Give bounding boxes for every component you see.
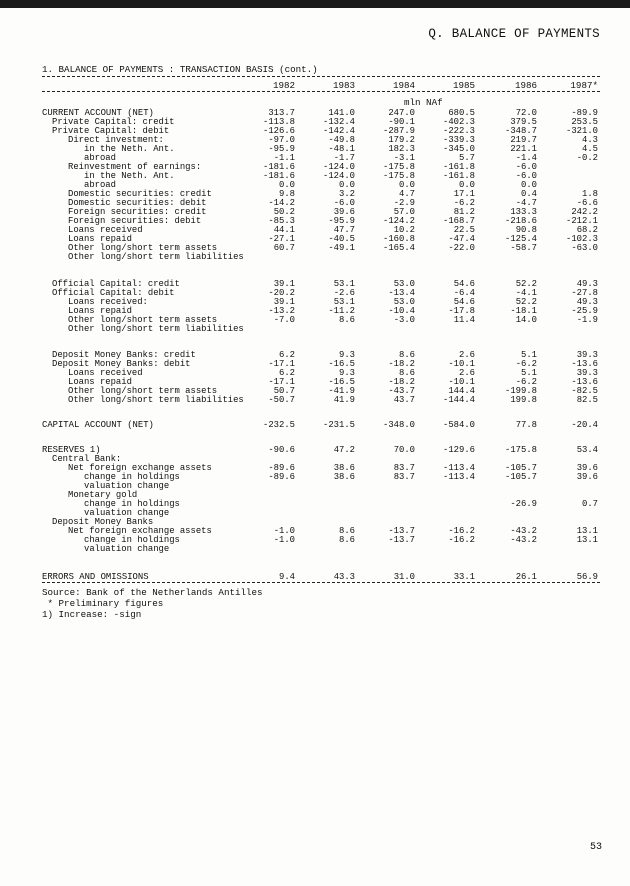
row-label: Reinvestment of earnings: — [68, 162, 202, 172]
cell-1982: -85.3 — [268, 216, 295, 226]
cell-1983: 43.3 — [333, 572, 355, 582]
row-label: Loans repaid — [68, 306, 132, 316]
cell-1986: -58.7 — [510, 243, 537, 253]
top-rule — [42, 76, 600, 77]
cell-1985: 680.5 — [448, 108, 475, 118]
row-label: Loans received: — [68, 297, 148, 307]
cell-1982: -17.1 — [268, 377, 295, 387]
cell-1986: -125.4 — [505, 234, 537, 244]
cell-1985: -22.0 — [448, 243, 475, 253]
cell-1982: 0.0 — [279, 180, 295, 190]
cell-1984: -2.9 — [393, 198, 415, 208]
unit-label: mln NAf — [404, 97, 443, 108]
cell-1987: -0.2 — [576, 153, 598, 163]
cell-1982: -181.6 — [263, 162, 295, 172]
cell-1985: -345.0 — [443, 144, 475, 154]
cell-1982: -232.5 — [263, 420, 295, 430]
row-label: Direct investment: — [68, 135, 164, 145]
cell-1986: 5.1 — [521, 368, 537, 378]
cell-1985: 2.6 — [459, 368, 475, 378]
cell-1984: -175.8 — [383, 171, 415, 181]
cell-1984: -13.4 — [388, 288, 415, 298]
cell-1982: -1.0 — [273, 535, 295, 545]
cell-1983: 8.6 — [339, 315, 355, 325]
cell-1987: -20.4 — [571, 420, 598, 430]
cell-1986: 90.8 — [515, 225, 537, 235]
cell-1984: -18.2 — [388, 377, 415, 387]
cell-1985: -222.3 — [443, 126, 475, 136]
cell-1986: 52.2 — [515, 297, 537, 307]
cell-1983: -16.5 — [328, 377, 355, 387]
cell-1986: 221.1 — [510, 144, 537, 154]
cell-1986: -105.7 — [505, 472, 537, 482]
cell-1982: -113.8 — [263, 117, 295, 127]
cell-1985: -129.6 — [443, 445, 475, 455]
cell-1987: -89.9 — [571, 108, 598, 118]
cell-1983: 141.0 — [328, 108, 355, 118]
cell-1983: 9.3 — [339, 350, 355, 360]
cell-1983: 9.3 — [339, 368, 355, 378]
row-label: valuation change — [84, 508, 170, 518]
row-label: Deposit Money Banks — [52, 517, 154, 527]
row-label: Official Capital: debit — [52, 288, 175, 298]
cell-1984: -160.8 — [383, 234, 415, 244]
row-label: Foreign securities: debit — [68, 216, 202, 226]
row-label: change in holdings — [84, 535, 180, 545]
cell-1982: -90.6 — [268, 445, 295, 455]
row-label: Loans received — [68, 368, 143, 378]
cell-1986: -199.8 — [505, 386, 537, 396]
row-label: Other long/short term liabilities — [68, 395, 244, 405]
cell-1982: 44.1 — [273, 225, 295, 235]
cell-1985: -168.7 — [443, 216, 475, 226]
row-label: Foreign securities: credit — [68, 207, 207, 217]
cell-1986: -218.6 — [505, 216, 537, 226]
cell-1984: -10.4 — [388, 306, 415, 316]
cell-1983: 38.6 — [333, 463, 355, 473]
cell-1982: 9.4 — [279, 572, 295, 582]
cell-1982: -89.6 — [268, 463, 295, 473]
cell-1987: -13.6 — [571, 359, 598, 369]
row-label: Other long/short term assets — [68, 315, 218, 325]
cell-1987: 4.5 — [582, 144, 598, 154]
table-row — [0, 252, 630, 262]
year-1984: 1984 — [392, 80, 415, 91]
cell-1984: 182.3 — [388, 144, 415, 154]
cell-1985: 54.6 — [453, 297, 475, 307]
cell-1984: 83.7 — [393, 463, 415, 473]
row-label: Other long/short term liabilities — [68, 252, 244, 262]
cell-1985: -6.2 — [453, 198, 475, 208]
bottom-rule — [42, 582, 600, 583]
cell-1987: 0.7 — [582, 499, 598, 509]
cell-1982: 313.7 — [268, 108, 295, 118]
section-title: Q. BALANCE OF PAYMENTS — [428, 27, 600, 41]
cell-1984: 8.6 — [399, 350, 415, 360]
cell-1983: 38.6 — [333, 472, 355, 482]
cell-1987: 49.3 — [576, 297, 598, 307]
cell-1987: 13.1 — [576, 535, 598, 545]
cell-1983: 8.6 — [339, 535, 355, 545]
cell-1985: 11.4 — [453, 315, 475, 325]
row-label: Central Bank: — [52, 454, 122, 464]
row-label: Monetary gold — [68, 490, 138, 500]
cell-1986: 72.0 — [515, 108, 537, 118]
cell-1982: -13.2 — [268, 306, 295, 316]
cell-1983: 53.1 — [333, 297, 355, 307]
cell-1982: 39.1 — [273, 279, 295, 289]
row-label: Other long/short term assets — [68, 386, 218, 396]
cell-1983: -48.1 — [328, 144, 355, 154]
row-label: Deposit Money Banks: debit — [52, 359, 191, 369]
cell-1986: -6.2 — [515, 359, 537, 369]
cell-1985: 33.1 — [453, 572, 475, 582]
cell-1982: -14.2 — [268, 198, 295, 208]
cell-1984: -3.1 — [393, 153, 415, 163]
row-label: CAPITAL ACCOUNT (NET) — [42, 420, 154, 430]
cell-1983: 8.6 — [339, 526, 355, 536]
cell-1985: 81.2 — [453, 207, 475, 217]
cell-1983: -231.5 — [323, 420, 355, 430]
row-label: Other long/short term assets — [68, 243, 218, 253]
cell-1984: 53.0 — [393, 279, 415, 289]
cell-1984: 4.7 — [399, 189, 415, 199]
row-label: Domestic securities: debit — [68, 198, 207, 208]
cell-1985: -16.2 — [448, 535, 475, 545]
table-row — [0, 572, 630, 582]
row-label: RESERVES 1) — [42, 445, 101, 455]
cell-1983: -6.0 — [333, 198, 355, 208]
cell-1985: 17.1 — [453, 189, 475, 199]
cell-1984: -348.0 — [383, 420, 415, 430]
cell-1982: -126.6 — [263, 126, 295, 136]
cell-1987: 82.5 — [576, 395, 598, 405]
row-label: Loans received — [68, 225, 143, 235]
cell-1985: -161.8 — [443, 171, 475, 181]
cell-1985: -17.8 — [448, 306, 475, 316]
cell-1983: 41.9 — [333, 395, 355, 405]
year-1987: 1987* — [570, 80, 598, 91]
cell-1983: -1.7 — [333, 153, 355, 163]
table-row — [0, 420, 630, 430]
cell-1985: -10.1 — [448, 359, 475, 369]
page-number: 53 — [590, 842, 603, 853]
cell-1982: 6.2 — [279, 350, 295, 360]
cell-1986: 379.5 — [510, 117, 537, 127]
cell-1984: 179.2 — [388, 135, 415, 145]
cell-1984: 10.2 — [393, 225, 415, 235]
cell-1986: -18.1 — [510, 306, 537, 316]
cell-1986: 199.8 — [510, 395, 537, 405]
year-1983: 1983 — [332, 80, 355, 91]
cell-1986: 133.3 — [510, 207, 537, 217]
cell-1987: 49.3 — [576, 279, 598, 289]
cell-1986: -4.7 — [515, 198, 537, 208]
row-label: Domestic securities: credit — [68, 189, 212, 199]
row-label: Deposit Money Banks: credit — [52, 350, 196, 360]
cell-1983: -124.0 — [323, 162, 355, 172]
cell-1983: -49.8 — [328, 135, 355, 145]
cell-1982: -181.6 — [263, 171, 295, 181]
cell-1982: 39.1 — [273, 297, 295, 307]
scan-top-edge — [0, 0, 630, 8]
cell-1984: 247.0 — [388, 108, 415, 118]
cell-1982: 50.2 — [273, 207, 295, 217]
cell-1983: -40.5 — [328, 234, 355, 244]
cell-1986: -6.0 — [515, 162, 537, 172]
header-rule — [42, 91, 600, 92]
row-label: valuation change — [84, 544, 170, 554]
cell-1982: 60.7 — [273, 243, 295, 253]
cell-1985: -161.8 — [443, 162, 475, 172]
cell-1982: -95.9 — [268, 144, 295, 154]
cell-1984: -124.2 — [383, 216, 415, 226]
cell-1987: 56.9 — [576, 572, 598, 582]
cell-1985: -402.3 — [443, 117, 475, 127]
cell-1986: 0.0 — [521, 180, 537, 190]
year-1985: 1985 — [452, 80, 475, 91]
cell-1986: -4.1 — [515, 288, 537, 298]
cell-1987: -212.1 — [566, 216, 598, 226]
cell-1982: 9.8 — [279, 189, 295, 199]
cell-1985: -6.4 — [453, 288, 475, 298]
cell-1985: 2.6 — [459, 350, 475, 360]
footnote-preliminary: * Preliminary figures — [42, 598, 164, 609]
cell-1986: 14.0 — [515, 315, 537, 325]
cell-1983: 53.1 — [333, 279, 355, 289]
row-label: Loans repaid — [68, 234, 132, 244]
cell-1984: -165.4 — [383, 243, 415, 253]
cell-1982: -1.0 — [273, 526, 295, 536]
year-1986: 1986 — [514, 80, 537, 91]
row-label: ERRORS AND OMISSIONS — [42, 572, 149, 582]
table-row — [0, 324, 630, 334]
cell-1982: 50.7 — [273, 386, 295, 396]
cell-1985: -47.4 — [448, 234, 475, 244]
cell-1987: 39.6 — [576, 472, 598, 482]
cell-1984: 57.0 — [393, 207, 415, 217]
cell-1987: -102.3 — [566, 234, 598, 244]
cell-1985: -113.4 — [443, 472, 475, 482]
row-label: Net foreign exchange assets — [68, 526, 212, 536]
cell-1987: 39.3 — [576, 350, 598, 360]
cell-1984: -3.0 — [393, 315, 415, 325]
cell-1987: -63.0 — [571, 243, 598, 253]
cell-1987: 1.8 — [582, 189, 598, 199]
cell-1987: -27.8 — [571, 288, 598, 298]
cell-1987: -321.0 — [566, 126, 598, 136]
cell-1985: 144.4 — [448, 386, 475, 396]
footnote-source: Source: Bank of the Netherlands Antilles — [42, 587, 263, 598]
cell-1985: -584.0 — [443, 420, 475, 430]
cell-1986: -348.7 — [505, 126, 537, 136]
row-label: abroad — [84, 153, 116, 163]
cell-1983: -49.1 — [328, 243, 355, 253]
cell-1983: -11.2 — [328, 306, 355, 316]
cell-1987: 39.3 — [576, 368, 598, 378]
row-label: change in holdings — [84, 472, 180, 482]
cell-1987: 253.5 — [571, 117, 598, 127]
cell-1983: -41.9 — [328, 386, 355, 396]
cell-1985: 22.5 — [453, 225, 475, 235]
year-1982: 1982 — [272, 80, 295, 91]
cell-1984: 43.7 — [393, 395, 415, 405]
cell-1986: -6.2 — [515, 377, 537, 387]
cell-1983: -95.9 — [328, 216, 355, 226]
cell-1987: 53.4 — [576, 445, 598, 455]
row-label: abroad — [84, 180, 116, 190]
cell-1985: -113.4 — [443, 463, 475, 473]
cell-1982: -1.1 — [273, 153, 295, 163]
cell-1985: -16.2 — [448, 526, 475, 536]
cell-1983: -132.4 — [323, 117, 355, 127]
row-label: Net foreign exchange assets — [68, 463, 212, 473]
cell-1983: -124.0 — [323, 171, 355, 181]
cell-1982: 6.2 — [279, 368, 295, 378]
cell-1985: -339.3 — [443, 135, 475, 145]
cell-1983: -2.6 — [333, 288, 355, 298]
cell-1983: 3.2 — [339, 189, 355, 199]
cell-1984: -18.2 — [388, 359, 415, 369]
cell-1987: 4.3 — [582, 135, 598, 145]
cell-1986: 52.2 — [515, 279, 537, 289]
row-label: Official Capital: credit — [52, 279, 180, 289]
row-label: in the Neth. Ant. — [84, 171, 175, 181]
row-label: CURRENT ACCOUNT (NET) — [42, 108, 154, 118]
cell-1987: 39.6 — [576, 463, 598, 473]
cell-1986: -105.7 — [505, 463, 537, 473]
cell-1984: -13.7 — [388, 535, 415, 545]
cell-1984: -175.8 — [383, 162, 415, 172]
cell-1985: -10.1 — [448, 377, 475, 387]
cell-1984: 83.7 — [393, 472, 415, 482]
cell-1987: -13.6 — [571, 377, 598, 387]
row-label: Other long/short term liabilities — [68, 324, 244, 334]
cell-1986: 26.1 — [515, 572, 537, 582]
cell-1986: 5.1 — [521, 350, 537, 360]
cell-1987: 13.1 — [576, 526, 598, 536]
cell-1982: -17.1 — [268, 359, 295, 369]
cell-1985: 0.0 — [459, 180, 475, 190]
cell-1985: 54.6 — [453, 279, 475, 289]
cell-1982: -97.0 — [268, 135, 295, 145]
cell-1984: -287.9 — [383, 126, 415, 136]
cell-1984: -13.7 — [388, 526, 415, 536]
cell-1984: 8.6 — [399, 368, 415, 378]
cell-1987: -82.5 — [571, 386, 598, 396]
cell-1982: -20.2 — [268, 288, 295, 298]
cell-1984: 53.0 — [393, 297, 415, 307]
table-row — [0, 395, 630, 405]
row-label: in the Neth. Ant. — [84, 144, 175, 154]
cell-1986: 77.8 — [515, 420, 537, 430]
cell-1986: -1.4 — [515, 153, 537, 163]
cell-1983: 39.6 — [333, 207, 355, 217]
cell-1987: -1.9 — [576, 315, 598, 325]
row-label: Private Capital: debit — [52, 126, 170, 136]
cell-1986: -175.8 — [505, 445, 537, 455]
cell-1986: -43.2 — [510, 526, 537, 536]
cell-1987: -25.9 — [571, 306, 598, 316]
cell-1985: 5.7 — [459, 153, 475, 163]
table-subtitle: 1. BALANCE OF PAYMENTS : TRANSACTION BASIS (cont.) — [42, 64, 318, 75]
footnote-1: 1) Increase: -sign — [42, 609, 142, 620]
cell-1983: -142.4 — [323, 126, 355, 136]
cell-1987: -6.6 — [576, 198, 598, 208]
cell-1986: -43.2 — [510, 535, 537, 545]
cell-1984: -43.7 — [388, 386, 415, 396]
cell-1986: -6.0 — [515, 171, 537, 181]
cell-1983: 47.7 — [333, 225, 355, 235]
cell-1983: 47.2 — [333, 445, 355, 455]
cell-1983: 0.0 — [339, 180, 355, 190]
cell-1982: -50.7 — [268, 395, 295, 405]
cell-1984: 0.0 — [399, 180, 415, 190]
row-label: Private Capital: credit — [52, 117, 175, 127]
cell-1982: -89.6 — [268, 472, 295, 482]
row-label: change in holdings — [84, 499, 180, 509]
cell-1984: -90.1 — [388, 117, 415, 127]
cell-1984: 70.0 — [393, 445, 415, 455]
cell-1987: 242.2 — [571, 207, 598, 217]
cell-1982: -27.1 — [268, 234, 295, 244]
cell-1982: -7.0 — [273, 315, 295, 325]
cell-1983: -16.5 — [328, 359, 355, 369]
cell-1986: 219.7 — [510, 135, 537, 145]
table-row — [0, 544, 630, 554]
cell-1985: -144.4 — [443, 395, 475, 405]
row-label: valuation change — [84, 481, 170, 491]
cell-1986: -26.9 — [510, 499, 537, 509]
cell-1984: 31.0 — [393, 572, 415, 582]
cell-1987: 68.2 — [576, 225, 598, 235]
row-label: Loans repaid — [68, 377, 132, 387]
cell-1986: 0.4 — [521, 189, 537, 199]
